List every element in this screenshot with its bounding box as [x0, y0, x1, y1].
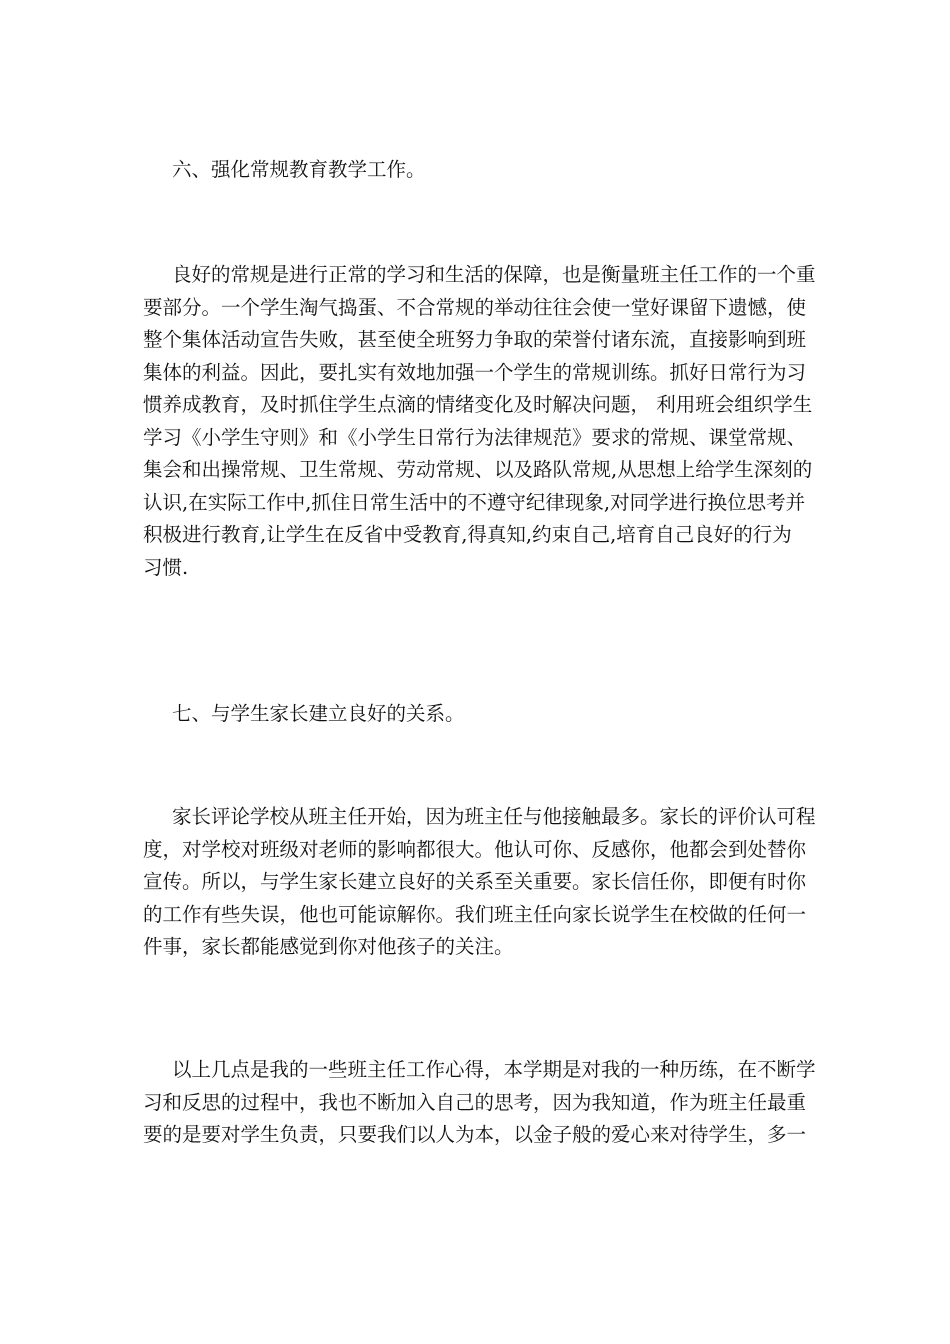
- paragraph-line: 度，对学校对班级对老师的影响都很大。他认可你、反感你，他都会到处替你: [143, 837, 807, 861]
- paragraph-8: [143, 1054, 816, 1152]
- paragraph-line: 集体的利益。因此，要扎实有效地加强一个学生的常规训练。抓好日常行为习: [143, 360, 807, 384]
- section-heading-6: 六、强化常规教育教学工作。: [172, 158, 426, 181]
- paragraph-line: 学习《小学生守则》和《小学生日常行为法律规范》要求的常规、课堂常规、: [143, 425, 807, 449]
- paragraph-line: 以上几点是我的一些班主任工作心得，本学期是对我的一种历练，在不断学: [172, 1058, 816, 1081]
- paragraph-line: 良好的常规是进行正常的学习和生活的保障，也是衡量班主任工作的一个重: [172, 263, 816, 286]
- paragraph-line: 整个集体活动宣告失败，甚至使全班努力争取的荣誉付诸东流，直接影响到班: [143, 328, 807, 351]
- paragraph-line: 习和反思的过程中，我也不断加入自己的思考，因为我知道，作为班主任最重: [143, 1090, 807, 1114]
- paragraph-line: 要的是要对学生负责，只要我们以人为本，以金子般的爱心来对待学生，多一: [143, 1123, 807, 1146]
- paragraph-line: 认识,在实际工作中,抓住日常生活中的不遵守纪律现象,对同学进行换位思考并: [143, 490, 806, 514]
- paragraph-line: 件事，家长都能感觉到你对他孩子的关注。: [143, 935, 514, 958]
- paragraph-7: [143, 801, 816, 964]
- paragraph-6: [143, 259, 816, 584]
- paragraph-line: 家长评论学校从班主任开始，因为班主任与他接触最多。家长的评价认可程: [172, 805, 816, 828]
- paragraph-line: 宣传。所以，与学生家长建立良好的关系至关重要。家长信任你，即便有时你: [143, 870, 807, 893]
- paragraph-line: 集会和出操常规、卫生常规、劳动常规、以及路队常规,从思想上给学生深刻的: [143, 458, 813, 481]
- paragraph-line: 习惯.: [143, 555, 189, 579]
- paragraph-line: 惯养成教育，及时抓住学生点滴的情绪变化及时解决问题， 利用班会组织学生: [143, 393, 813, 416]
- section-heading-7: 七、与学生家长建立良好的关系。: [172, 702, 465, 725]
- paragraph-line: 要部分。一个学生淘气捣蛋、不合常规的举动往往会使一堂好课留下遗憾，使: [143, 295, 807, 319]
- paragraph-line: 积极进行教育,让学生在反省中受教育,得真知,约束自己,培育自己良好的行为: [143, 523, 792, 546]
- paragraph-line: 的工作有些失误，他也可能谅解你。我们班主任向家长说学生在校做的任何一: [143, 902, 807, 926]
